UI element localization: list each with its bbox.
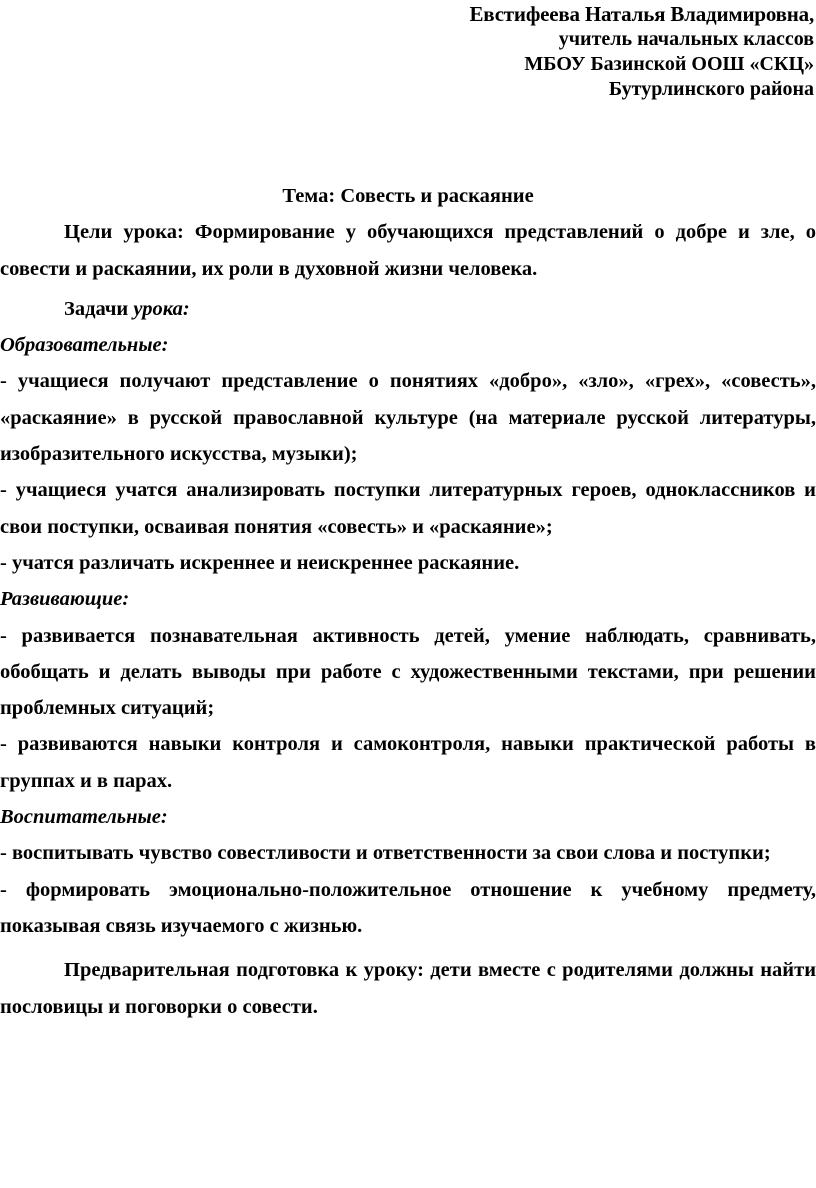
- tasks-label: Задачи: [64, 297, 129, 320]
- goals-label: Цели урока:: [64, 221, 184, 244]
- tasks-label-italic: урока:: [133, 297, 190, 320]
- upbringing-item: - формировать эмоционально-положительное отношение к учебному предмету, показывая связь изучаемого с жизнью.: [0, 878, 816, 937]
- developing-heading: Развивающие:: [0, 588, 130, 611]
- educational-item: - учатся различать искреннее и неискреннее раскаяние.: [0, 551, 520, 574]
- developing-item: - развиваются навыки контроля и самоконтроля, навыки практической работы в группах и в парах.: [0, 733, 816, 792]
- author-district: Бутурлинского района: [608, 78, 814, 100]
- preparation-text: дети вместе с родителями должны найти пословицы и поговорки о совести.: [0, 959, 816, 1018]
- educational-heading: Образовательные:: [0, 334, 169, 357]
- author-school: МБОУ Базинской ООШ «СКЦ»: [524, 53, 814, 75]
- preparation-paragraph: [0, 952, 816, 1025]
- author-name: Евстифеева Наталья Владимировна,: [469, 2, 814, 26]
- lesson-topic: Тема: Совесть и раскаяние: [282, 185, 534, 207]
- preparation-label: Предварительная подготовка к уроку:: [64, 959, 424, 982]
- goals-text: Формирование у обучающихся представлений о добре и зле, о совести и раскаянии, их роли в духовной жизни человека.: [0, 221, 816, 280]
- developing-item: - развивается познавательная активность детей, умение наблюдать, сравнивать, обобщать и делать выводы при работе с художественными текстами, при решении проблемных ситуаций;: [0, 624, 816, 720]
- author-block: [469, 2, 814, 102]
- educational-item: - учащиеся получают представление о понятиях «добро», «зло», «грех», «совесть», «раскаяние» в русской православной культуре (на материале русской литературы, изобразительного искусства, музыки);: [0, 370, 816, 466]
- educational-item: - учащиеся учатся анализировать поступки литературных героев, одноклассников и свои поступки, осваивая понятия «совесть» и «раскаяние»;: [0, 479, 816, 538]
- upbringing-item: - воспитывать чувство совестливости и ответственности за свои слова и поступки;: [0, 842, 771, 865]
- upbringing-heading: Воспитательные:: [0, 806, 168, 829]
- author-position: учитель начальных классов: [558, 28, 814, 50]
- lesson-goals: [0, 214, 816, 287]
- lesson-content: [0, 178, 816, 1025]
- lesson-tasks-heading: [0, 291, 816, 327]
